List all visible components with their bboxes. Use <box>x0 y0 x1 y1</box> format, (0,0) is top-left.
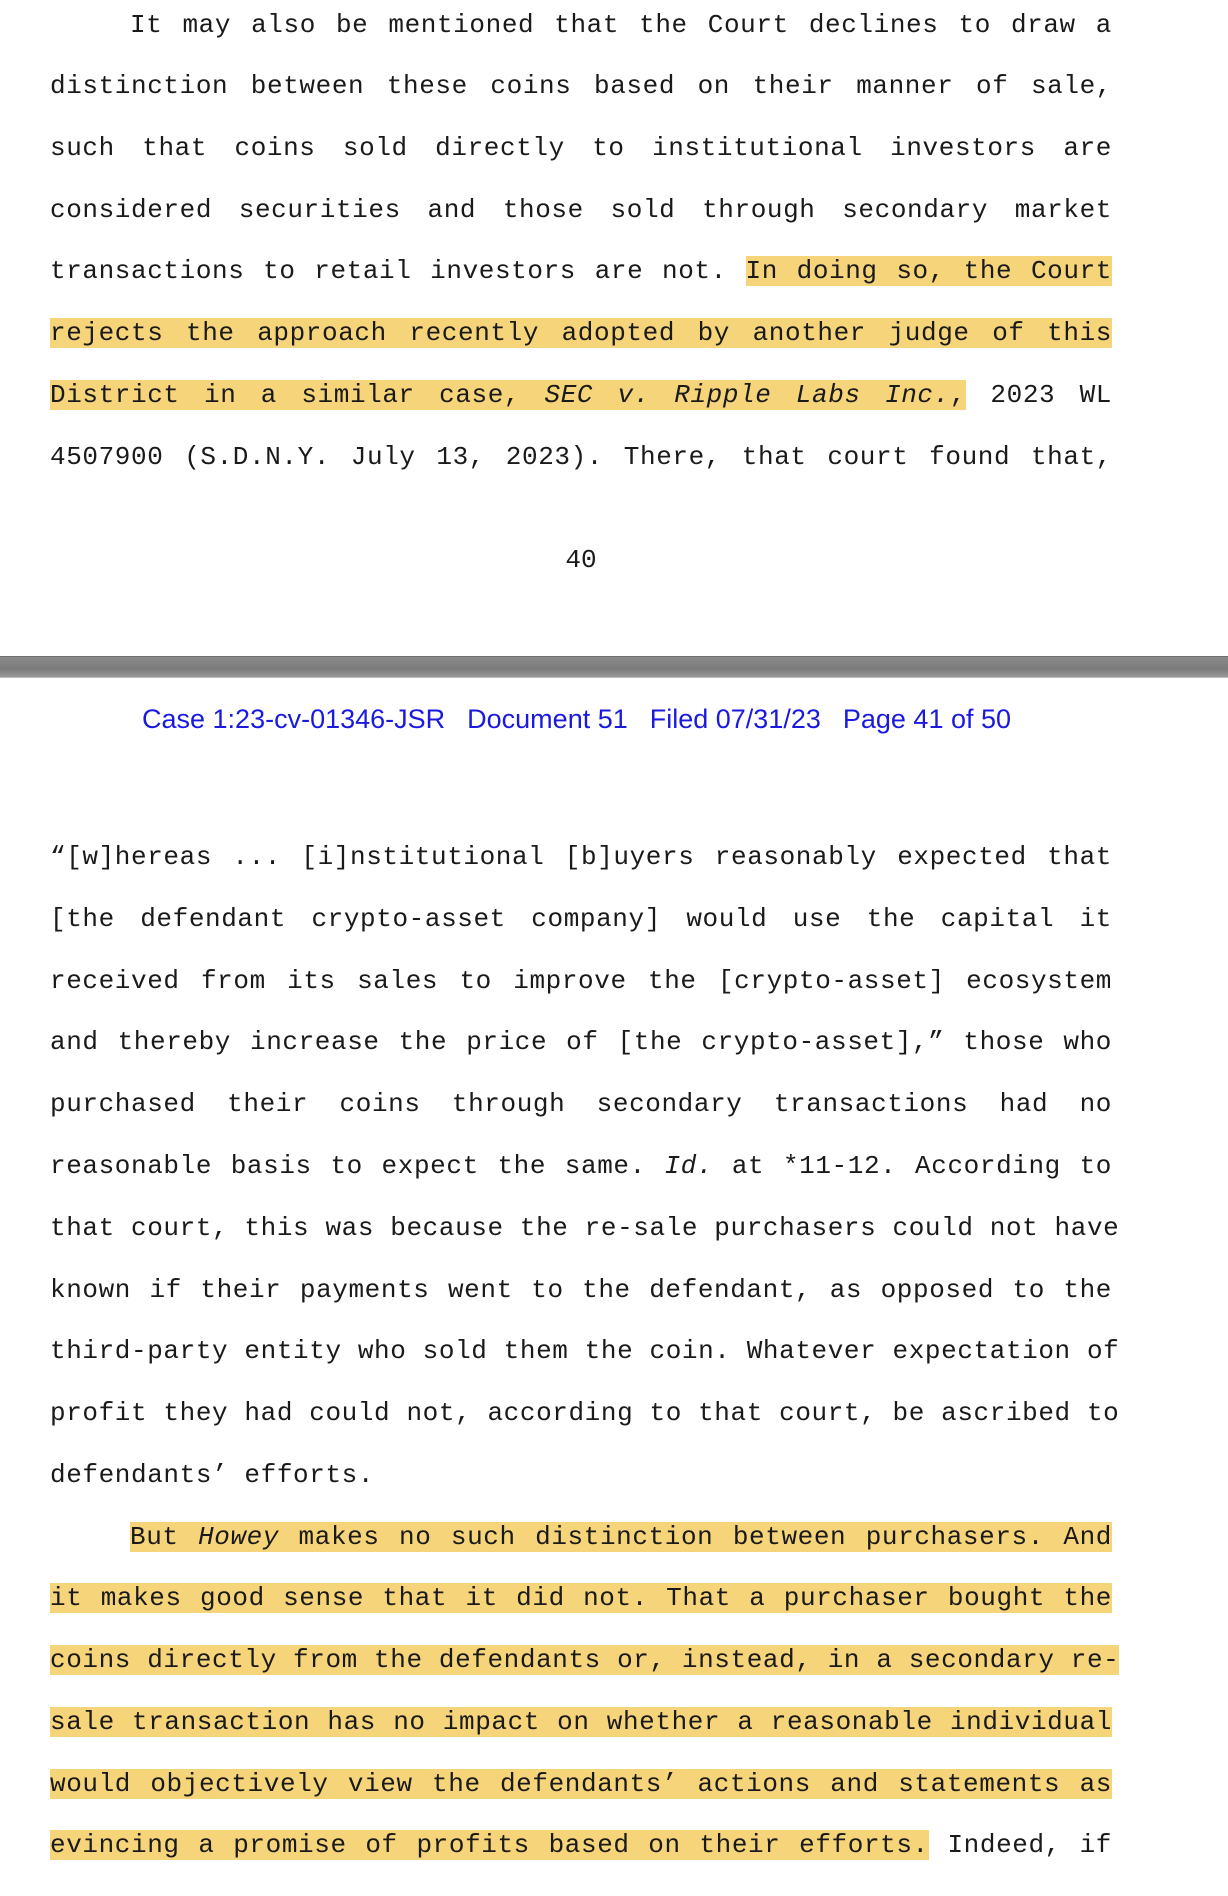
text-span: transactions to retail investors are not. <box>50 256 746 286</box>
text-line <box>50 1640 1120 1680</box>
case-header <box>142 699 1033 739</box>
highlighted-text: would objectively view the defendants’ actions and statements as <box>50 1769 1112 1799</box>
highlighted-text: evincing a promise of profits based on their efforts. <box>50 1830 929 1860</box>
highlighted-text: coins directly from the defendants or, instead, in a secondary re- <box>50 1645 1120 1675</box>
text-line: purchased their coins through secondary transactions had no <box>50 1089 1112 1119</box>
highlighted-text: rejects the approach recently adopted by another judge of this <box>50 318 1112 348</box>
text-line: such that coins sold directly to institutional investors are <box>50 133 1112 163</box>
text-line: profit they had could not, according to that court, be ascribed to <box>50 1398 1120 1428</box>
text-line: that court, this was because the re-sale purchasers could not have <box>50 1213 1120 1243</box>
case-name-howey: Howey <box>198 1522 280 1552</box>
text-line: It may also be mentioned that the Court declines to draw a <box>130 10 1112 40</box>
text-line: and thereby increase the price of [the crypto-asset],” those who <box>50 1027 1112 1057</box>
text-line <box>130 1517 1112 1557</box>
highlighted-text: , <box>949 380 967 410</box>
case-citation: SEC v. Ripple Labs Inc. <box>544 380 950 410</box>
text-line <box>50 1578 1112 1618</box>
case-number: Case 1:23-cv-01346-JSR <box>142 704 446 734</box>
highlighted-text: makes no such distinction between purchasers. And <box>279 1522 1112 1552</box>
text-line: [the defendant crypto-asset company] would use the capital it <box>50 904 1112 934</box>
text-line: defendants’ efforts. <box>50 1460 375 1490</box>
text-line <box>50 313 1112 353</box>
text-line <box>50 375 1112 415</box>
text-line: 4507900 (S.D.N.Y. July 13, 2023). There, that court found that, <box>50 442 1112 472</box>
highlighted-text: In doing so, the Court <box>745 256 1112 286</box>
text-line: known if their payments went to the defendant, as opposed to the <box>50 1275 1112 1305</box>
text-span: 2023 WL <box>966 380 1112 410</box>
text-line <box>50 251 1112 291</box>
highlighted-text: it makes good sense that it did not. That a purchaser bought the <box>50 1583 1112 1613</box>
text-line: third-party entity who sold them the coin. Whatever expectation of <box>50 1336 1120 1366</box>
text-span: at *11-12. According to <box>713 1151 1112 1181</box>
highlighted-text: But <box>130 1522 199 1552</box>
text-line: distinction between these coins based on their manner of sale, <box>50 71 1112 101</box>
filed-date: Filed 07/31/23 <box>649 704 821 734</box>
text-line <box>50 1146 1112 1186</box>
text-line <box>50 1825 1112 1865</box>
text-line: “[w]hereas ... [i]nstitutional [b]uyers reasonably expected that <box>50 842 1112 872</box>
page-divider <box>0 656 1228 678</box>
page-indicator: Page 41 of 50 <box>842 704 1012 734</box>
text-line <box>50 1702 1112 1742</box>
text-line: received from its sales to improve the [crypto-asset] ecosystem <box>50 966 1112 996</box>
page-40-bottom <box>0 0 1228 656</box>
document-number: Document 51 <box>467 704 628 734</box>
text-line: considered securities and those sold through secondary market <box>50 195 1112 225</box>
highlighted-text: District in a similar case, <box>50 380 545 410</box>
text-line <box>50 1764 1112 1804</box>
id-citation: Id. <box>664 1151 714 1181</box>
text-span: reasonable basis to expect the same. <box>50 1151 665 1181</box>
page-number: 40 <box>565 545 597 575</box>
text-span: Indeed, if <box>928 1830 1112 1860</box>
highlighted-text: sale transaction has no impact on whether a reasonable individual <box>50 1707 1112 1737</box>
